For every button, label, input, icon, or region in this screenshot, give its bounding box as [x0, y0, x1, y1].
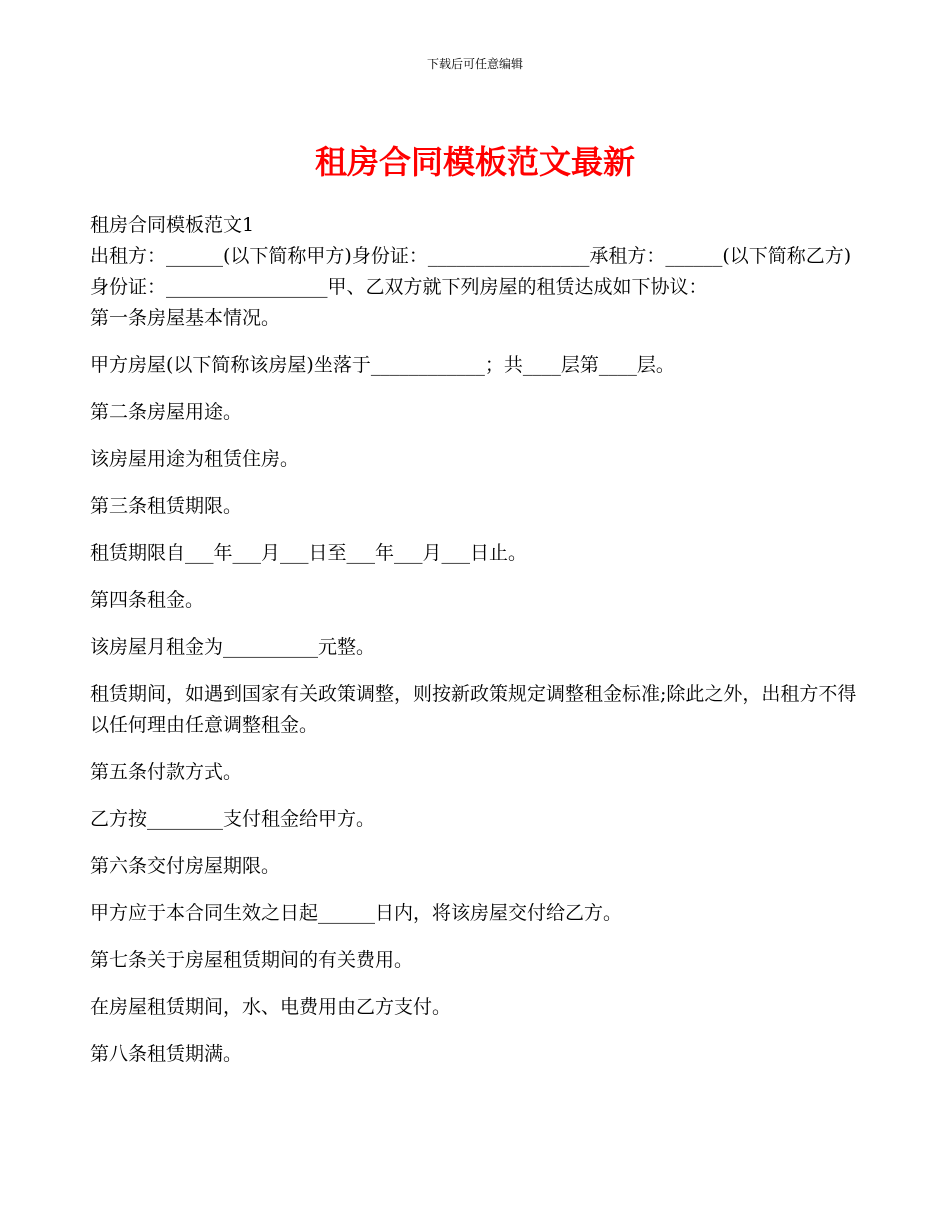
- paragraph-article-3-body: 租赁期限自___年___月___日至___年___月___日止。: [90, 542, 528, 564]
- page-header-note: 下载后可任意编辑: [426, 57, 523, 71]
- paragraph-article-3-heading: 第三条租赁期限。: [90, 495, 243, 517]
- paragraph-article-2-heading: 第二条房屋用途。: [90, 401, 243, 423]
- paragraph-article-4-heading: 第四条租金。: [90, 589, 205, 611]
- paragraph-article-4-body: 该房屋月租金为__________元整。: [90, 636, 376, 658]
- paragraph-article-5-heading: 第五条付款方式。: [90, 761, 243, 783]
- paragraph-article-1-body: 甲方房屋(以下简称该房屋)坐落于____________；共____层第____层。: [90, 354, 675, 376]
- paragraph-article-2-body: 该房屋用途为租赁住房。: [90, 448, 300, 470]
- paragraph-article-4-adjustment: 租赁期间，如遇到国家有关政策调整，则按新政策规定调整租金标准;除此之外，出租方不得以任何理由任意调整租金。: [90, 683, 857, 736]
- paragraph-article-7-body: 在房屋租赁期间，水、电费用由乙方支付。: [90, 996, 452, 1018]
- document-body: [90, 210, 860, 1070]
- paragraph-article-7-heading: 第七条关于房屋租赁期间的有关费用。: [90, 949, 414, 971]
- paragraph-article-1-heading: 第一条房屋基本情况。: [90, 307, 281, 329]
- paragraph-article-8-heading: 第八条租赁期满。: [90, 1043, 243, 1065]
- document-title: 租房合同模板范文最新: [314, 143, 635, 181]
- paragraph-article-5-body: 乙方按________支付租金给甲方。: [90, 808, 376, 830]
- paragraph-parties: 出租方：______(以下简称甲方)身份证：_________________承租方：______(以下简称乙方)身份证：_________________甲、乙双方就下列房屋的租赁达成如下协议：: [90, 245, 852, 298]
- paragraph-doc-subtitle: 租房合同模板范文1: [90, 214, 255, 236]
- paragraph-article-6-heading: 第六条交付房屋期限。: [90, 855, 281, 877]
- paragraph-article-6-body: 甲方应于本合同生效之日起______日内，将该房屋交付给乙方。: [90, 902, 623, 924]
